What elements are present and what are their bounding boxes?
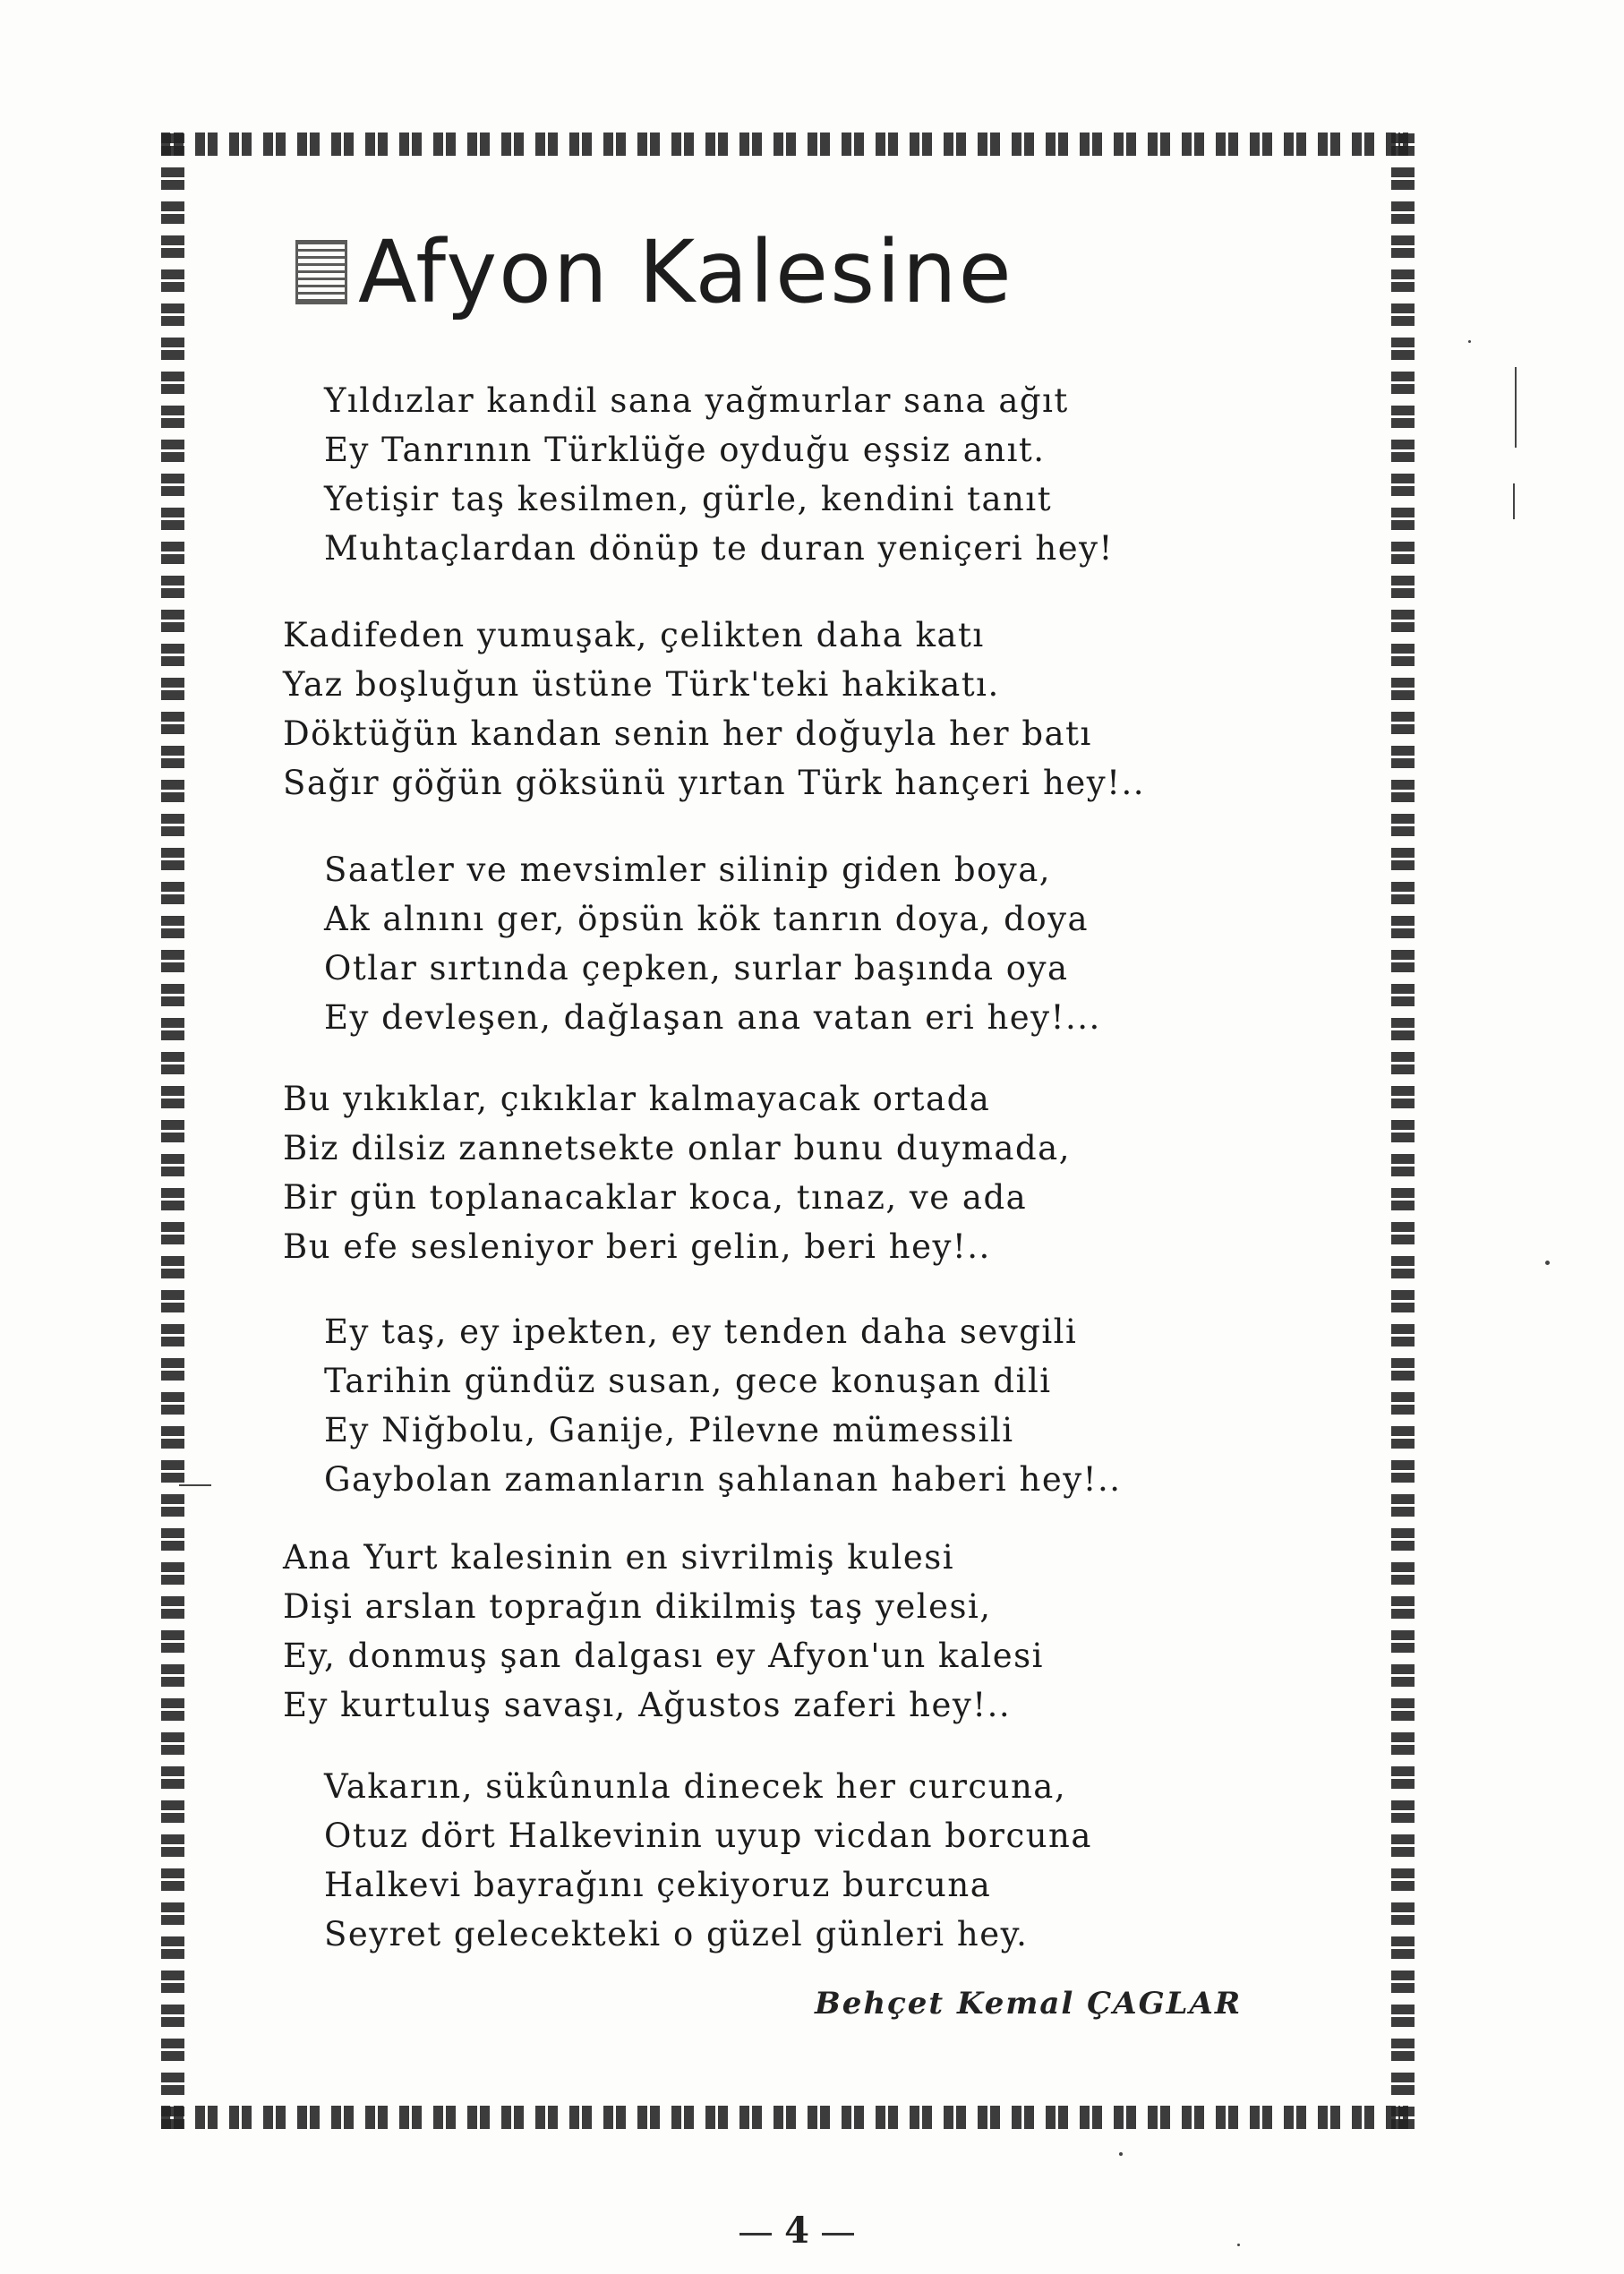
- dash-right: [822, 2233, 854, 2236]
- decorative-border-top: [161, 133, 1415, 156]
- scan-speck: [1545, 1261, 1550, 1265]
- poem-line: Biz dilsiz zannetsekte onlar bunu duymada,: [283, 1129, 1071, 1167]
- stanza-2: [283, 611, 1145, 808]
- decorative-border-bottom: [161, 2106, 1415, 2129]
- poem-line: Ey devleşen, dağlaşan ana vatan eri hey!...: [324, 998, 1101, 1037]
- poem-line: Tarihin gündüz susan, gece konuşan dili: [324, 1362, 1052, 1400]
- poem-line: Ey taş, ey ipekten, ey tenden daha sevgili: [324, 1312, 1078, 1351]
- poem-line: Saatler ve mevsimler silinip giden boya,: [324, 851, 1052, 889]
- poem-line: Yaz boşluğun üstüne Türk'teki hakikatı.: [283, 665, 1000, 704]
- poem-line: Seyret gelecekteki o güzel günleri hey.: [324, 1915, 1029, 1953]
- decorative-border-left: [161, 133, 184, 2129]
- stanza-7: [324, 1762, 1092, 1959]
- poem-title: Afyon Kalesine: [358, 222, 1013, 322]
- poem-line: Otuz dört Halkevinin uyup vicdan borcuna: [324, 1817, 1092, 1855]
- stanza-4: [283, 1074, 1071, 1271]
- scan-mark: [179, 1484, 211, 1486]
- stanza-1: [324, 376, 1114, 573]
- poem-line: Yıldızlar kandil sana yağmurlar sana ağıt: [324, 381, 1069, 420]
- scan-mark: [1513, 483, 1515, 519]
- poem-line: Bu yıkıklar, çıkıklar kalmayacak ortada: [283, 1080, 991, 1118]
- decorative-border-right: [1391, 133, 1415, 2129]
- page-number-value: 4: [784, 2210, 809, 2252]
- poem-line: Dişi arslan toprağın dikilmiş taş yelesi,: [283, 1587, 992, 1626]
- poem-line: Vakarın, sükûnunla dinecek her curcuna,: [324, 1767, 1067, 1806]
- poem-line: Ak alnını ger, öpsün kök tanrın doya, doya: [324, 900, 1090, 938]
- poem-line: Kadifeden yumuşak, çelikten daha katı: [283, 616, 985, 654]
- stanza-3: [324, 845, 1101, 1042]
- poem-line: Sağır göğün göksünü yırtan Türk hançeri hey!..: [283, 764, 1146, 802]
- author-signature: Behçet Kemal ÇAGLAR: [815, 1986, 1243, 2022]
- scan-mark: [1515, 367, 1517, 448]
- poem-line: Ana Yurt kalesinin en sivrilmiş kulesi: [283, 1538, 955, 1577]
- title-ornament-icon: [295, 240, 347, 304]
- poem-line: Halkevi bayrağını çekiyoruz burcuna: [324, 1866, 992, 1904]
- stanza-6: [283, 1533, 1044, 1730]
- poem-line: Ey Tanrının Türklüğe oyduğu eşsiz anıt.: [324, 431, 1046, 469]
- poem-line: Ey, donmuş şan dalgası ey Afyon'un kalesi: [283, 1637, 1044, 1675]
- stanza-5: [324, 1307, 1122, 1504]
- poem-line: Bu efe sesleniyor beri gelin, beri hey!..: [283, 1227, 991, 1266]
- poem-line: Bir gün toplanacaklar koca, tınaz, ve ada: [283, 1178, 1028, 1217]
- poem-line: Muhtaçlardan dönüp te duran yeniçeri hey!: [324, 529, 1114, 568]
- page-number: [698, 2210, 895, 2252]
- scan-speck: [1237, 2244, 1240, 2246]
- poem-line: Gaybolan zamanların şahlanan haberi hey!..: [324, 1460, 1122, 1499]
- scan-speck: [1468, 340, 1471, 343]
- poem-line: Otlar sırtında çepken, surlar başında oya: [324, 949, 1069, 987]
- poem-line: Ey Niğbolu, Ganije, Pilevne mümessili: [324, 1411, 1014, 1449]
- dash-left: [739, 2233, 772, 2236]
- poem-line: Ey kurtuluş savaşı, Ağustos zaferi hey!..: [283, 1686, 1012, 1724]
- poem-line: Yetişir taş kesilmen, gürle, kendini tanıt: [324, 480, 1053, 518]
- poem-line: Döktüğün kandan senin her doğuyla her batı: [283, 714, 1092, 753]
- scan-speck: [1119, 2152, 1123, 2156]
